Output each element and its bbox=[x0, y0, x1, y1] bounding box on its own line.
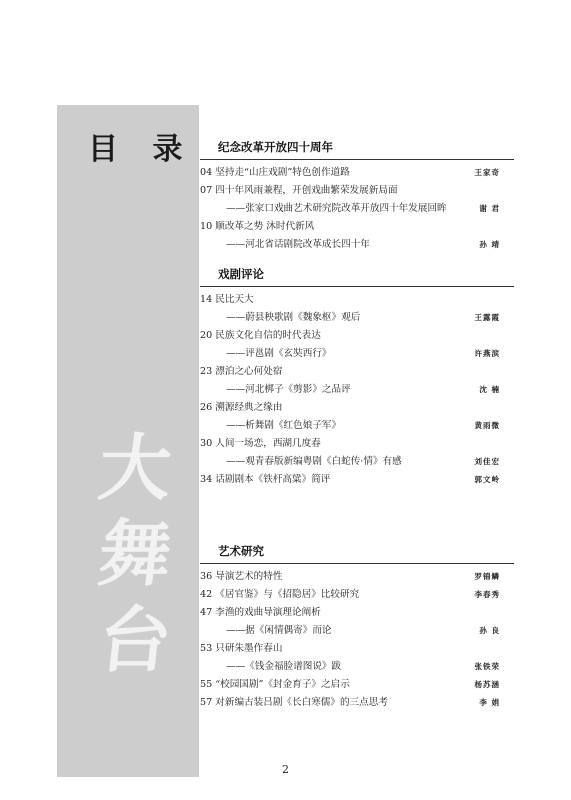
entry-title: 漂泊之心何处宿 bbox=[215, 366, 283, 377]
brand-char-3: 台 bbox=[94, 597, 176, 682]
toc-entry[interactable] bbox=[200, 471, 514, 489]
entry-title: 民族文化自信的时代表达 bbox=[215, 330, 321, 341]
entry-title: 对新编古装吕剧《长白寒儒》的三点思考 bbox=[215, 697, 388, 708]
entry-title: ——析舞剧《红色娘子军》 bbox=[226, 420, 342, 431]
entry-author: 李 娟 bbox=[479, 698, 500, 707]
entry-title: “校园国剧”《封金育子》之启示 bbox=[215, 679, 350, 690]
entry-author: 黄雨微 bbox=[474, 421, 500, 430]
entry-title: ——《钱金福脸谱图说》跋 bbox=[226, 661, 342, 672]
toc-entry[interactable] bbox=[200, 164, 514, 182]
entry-title: ——据《闲情偶寄》而论 bbox=[226, 625, 332, 636]
entry-title: 坚持走“山庄戏剧”特色创作道路 bbox=[215, 167, 350, 178]
toc-entry[interactable] bbox=[200, 604, 514, 622]
entry-page-number: 07 bbox=[200, 185, 213, 196]
entry-page-number: 30 bbox=[200, 438, 213, 449]
entry-title: 民比天大 bbox=[215, 294, 254, 305]
section-anniversary bbox=[200, 139, 514, 254]
entry-page-number: 53 bbox=[200, 643, 213, 654]
entry-list bbox=[200, 164, 514, 254]
entry-page-number: 55 bbox=[200, 679, 213, 690]
section-title: 艺术研究 bbox=[218, 544, 264, 558]
entry-author: 张铁荣 bbox=[474, 662, 500, 671]
entry-author: 孙 良 bbox=[479, 626, 500, 635]
page-number: 2 bbox=[282, 763, 289, 776]
toc-entry[interactable] bbox=[200, 182, 514, 200]
entry-title: ——蔚县秧歌剧《魏象枢》观后 bbox=[226, 312, 361, 323]
toc-entry-subtitle[interactable] bbox=[200, 658, 514, 676]
entry-title: ——观青春版新编粤剧《白蛇传·情》有感 bbox=[226, 456, 402, 467]
entry-author: 沈 楠 bbox=[479, 385, 500, 394]
entry-author: 孙 靖 bbox=[479, 240, 500, 249]
entry-title: 溯源经典之缘由 bbox=[215, 402, 283, 413]
entry-page-number: 14 bbox=[200, 294, 213, 305]
entry-author: 刘佳宏 bbox=[474, 457, 500, 466]
section-title: 纪念改革开放四十周年 bbox=[218, 140, 333, 154]
section-title: 戏剧评论 bbox=[218, 267, 264, 281]
section-art-research bbox=[200, 543, 514, 712]
entry-title: 人间一场恋，西湖几度春 bbox=[215, 438, 321, 449]
toc-entry[interactable] bbox=[200, 676, 514, 694]
entry-page-number: 26 bbox=[200, 402, 213, 413]
entry-title: 顺改革之势 沐时代新风 bbox=[215, 221, 315, 232]
section-drama-criticism bbox=[200, 266, 514, 489]
toc-entry-subtitle[interactable] bbox=[200, 453, 514, 471]
section-header bbox=[200, 139, 514, 160]
entry-title: 李渔的戏曲导演理论阐析 bbox=[215, 607, 321, 618]
entry-author: 王家奇 bbox=[474, 168, 500, 177]
entry-title: ——评邕剧《玄奘西行》 bbox=[226, 348, 332, 359]
toc-entry-subtitle[interactable] bbox=[200, 622, 514, 640]
entry-author: 杨苏涵 bbox=[474, 680, 500, 689]
entry-page-number: 10 bbox=[200, 221, 213, 232]
toc-entry-subtitle[interactable] bbox=[200, 345, 514, 363]
entry-title: 四十年风雨兼程，开创戏曲繁荣发展新局面 bbox=[215, 185, 398, 196]
toc-entry[interactable] bbox=[200, 218, 514, 236]
toc-entry[interactable] bbox=[200, 291, 514, 309]
toc-entry[interactable] bbox=[200, 586, 514, 604]
magazine-brand bbox=[92, 425, 178, 683]
section-header bbox=[200, 266, 514, 287]
toc-entry[interactable] bbox=[200, 435, 514, 453]
entry-author: 郭文岭 bbox=[474, 475, 500, 484]
toc-entry-subtitle[interactable] bbox=[200, 381, 514, 399]
section-rule bbox=[200, 563, 514, 564]
entry-title: 导演艺术的特性 bbox=[215, 571, 283, 582]
entry-author: 许燕滨 bbox=[474, 349, 500, 358]
entry-author: 王露霞 bbox=[474, 313, 500, 322]
entry-list bbox=[200, 291, 514, 489]
entry-title: ——河北梆子《剪影》之品评 bbox=[226, 384, 351, 395]
toc-entry[interactable] bbox=[200, 363, 514, 381]
entry-author: 谢 君 bbox=[479, 204, 500, 213]
entry-author: 李春秀 bbox=[474, 590, 500, 599]
toc-entry-subtitle[interactable] bbox=[200, 417, 514, 435]
entry-page-number: 57 bbox=[200, 697, 213, 708]
entry-author: 罗锦鳞 bbox=[474, 572, 500, 581]
entry-page-number: 34 bbox=[200, 474, 213, 485]
toc-entry-subtitle[interactable] bbox=[200, 200, 514, 218]
entry-page-number: 47 bbox=[200, 607, 213, 618]
brand-char-2: 舞 bbox=[94, 511, 176, 596]
entry-title: 话剧剧本《铁杆高粱》简评 bbox=[215, 474, 331, 485]
entry-page-number: 04 bbox=[200, 167, 213, 178]
toc-entry[interactable] bbox=[200, 568, 514, 586]
toc-entry-subtitle[interactable] bbox=[200, 309, 514, 327]
entry-title: 《居官鉴》与《招隐居》比较研究 bbox=[215, 589, 360, 600]
entry-title: 只研朱墨作春山 bbox=[215, 643, 283, 654]
brand-char-1: 大 bbox=[94, 425, 176, 510]
toc-entry[interactable] bbox=[200, 399, 514, 417]
entry-list bbox=[200, 568, 514, 712]
toc-entry[interactable] bbox=[200, 327, 514, 345]
section-rule bbox=[200, 286, 514, 287]
toc-entry[interactable] bbox=[200, 694, 514, 712]
toc-title: 目 录 bbox=[88, 132, 195, 167]
entry-title: ——张家口戏曲艺术研究院改革开放四十年发展回眸 bbox=[226, 203, 447, 214]
section-header bbox=[200, 543, 514, 564]
toc-entry-subtitle[interactable] bbox=[200, 236, 514, 254]
section-rule bbox=[200, 159, 514, 160]
entry-page-number: 36 bbox=[200, 571, 213, 582]
entry-page-number: 42 bbox=[200, 589, 213, 600]
entry-title: ——河北省话剧院改革成长四十年 bbox=[226, 239, 370, 250]
entry-page-number: 23 bbox=[200, 366, 213, 377]
toc-entry[interactable] bbox=[200, 640, 514, 658]
entry-page-number: 20 bbox=[200, 330, 213, 341]
